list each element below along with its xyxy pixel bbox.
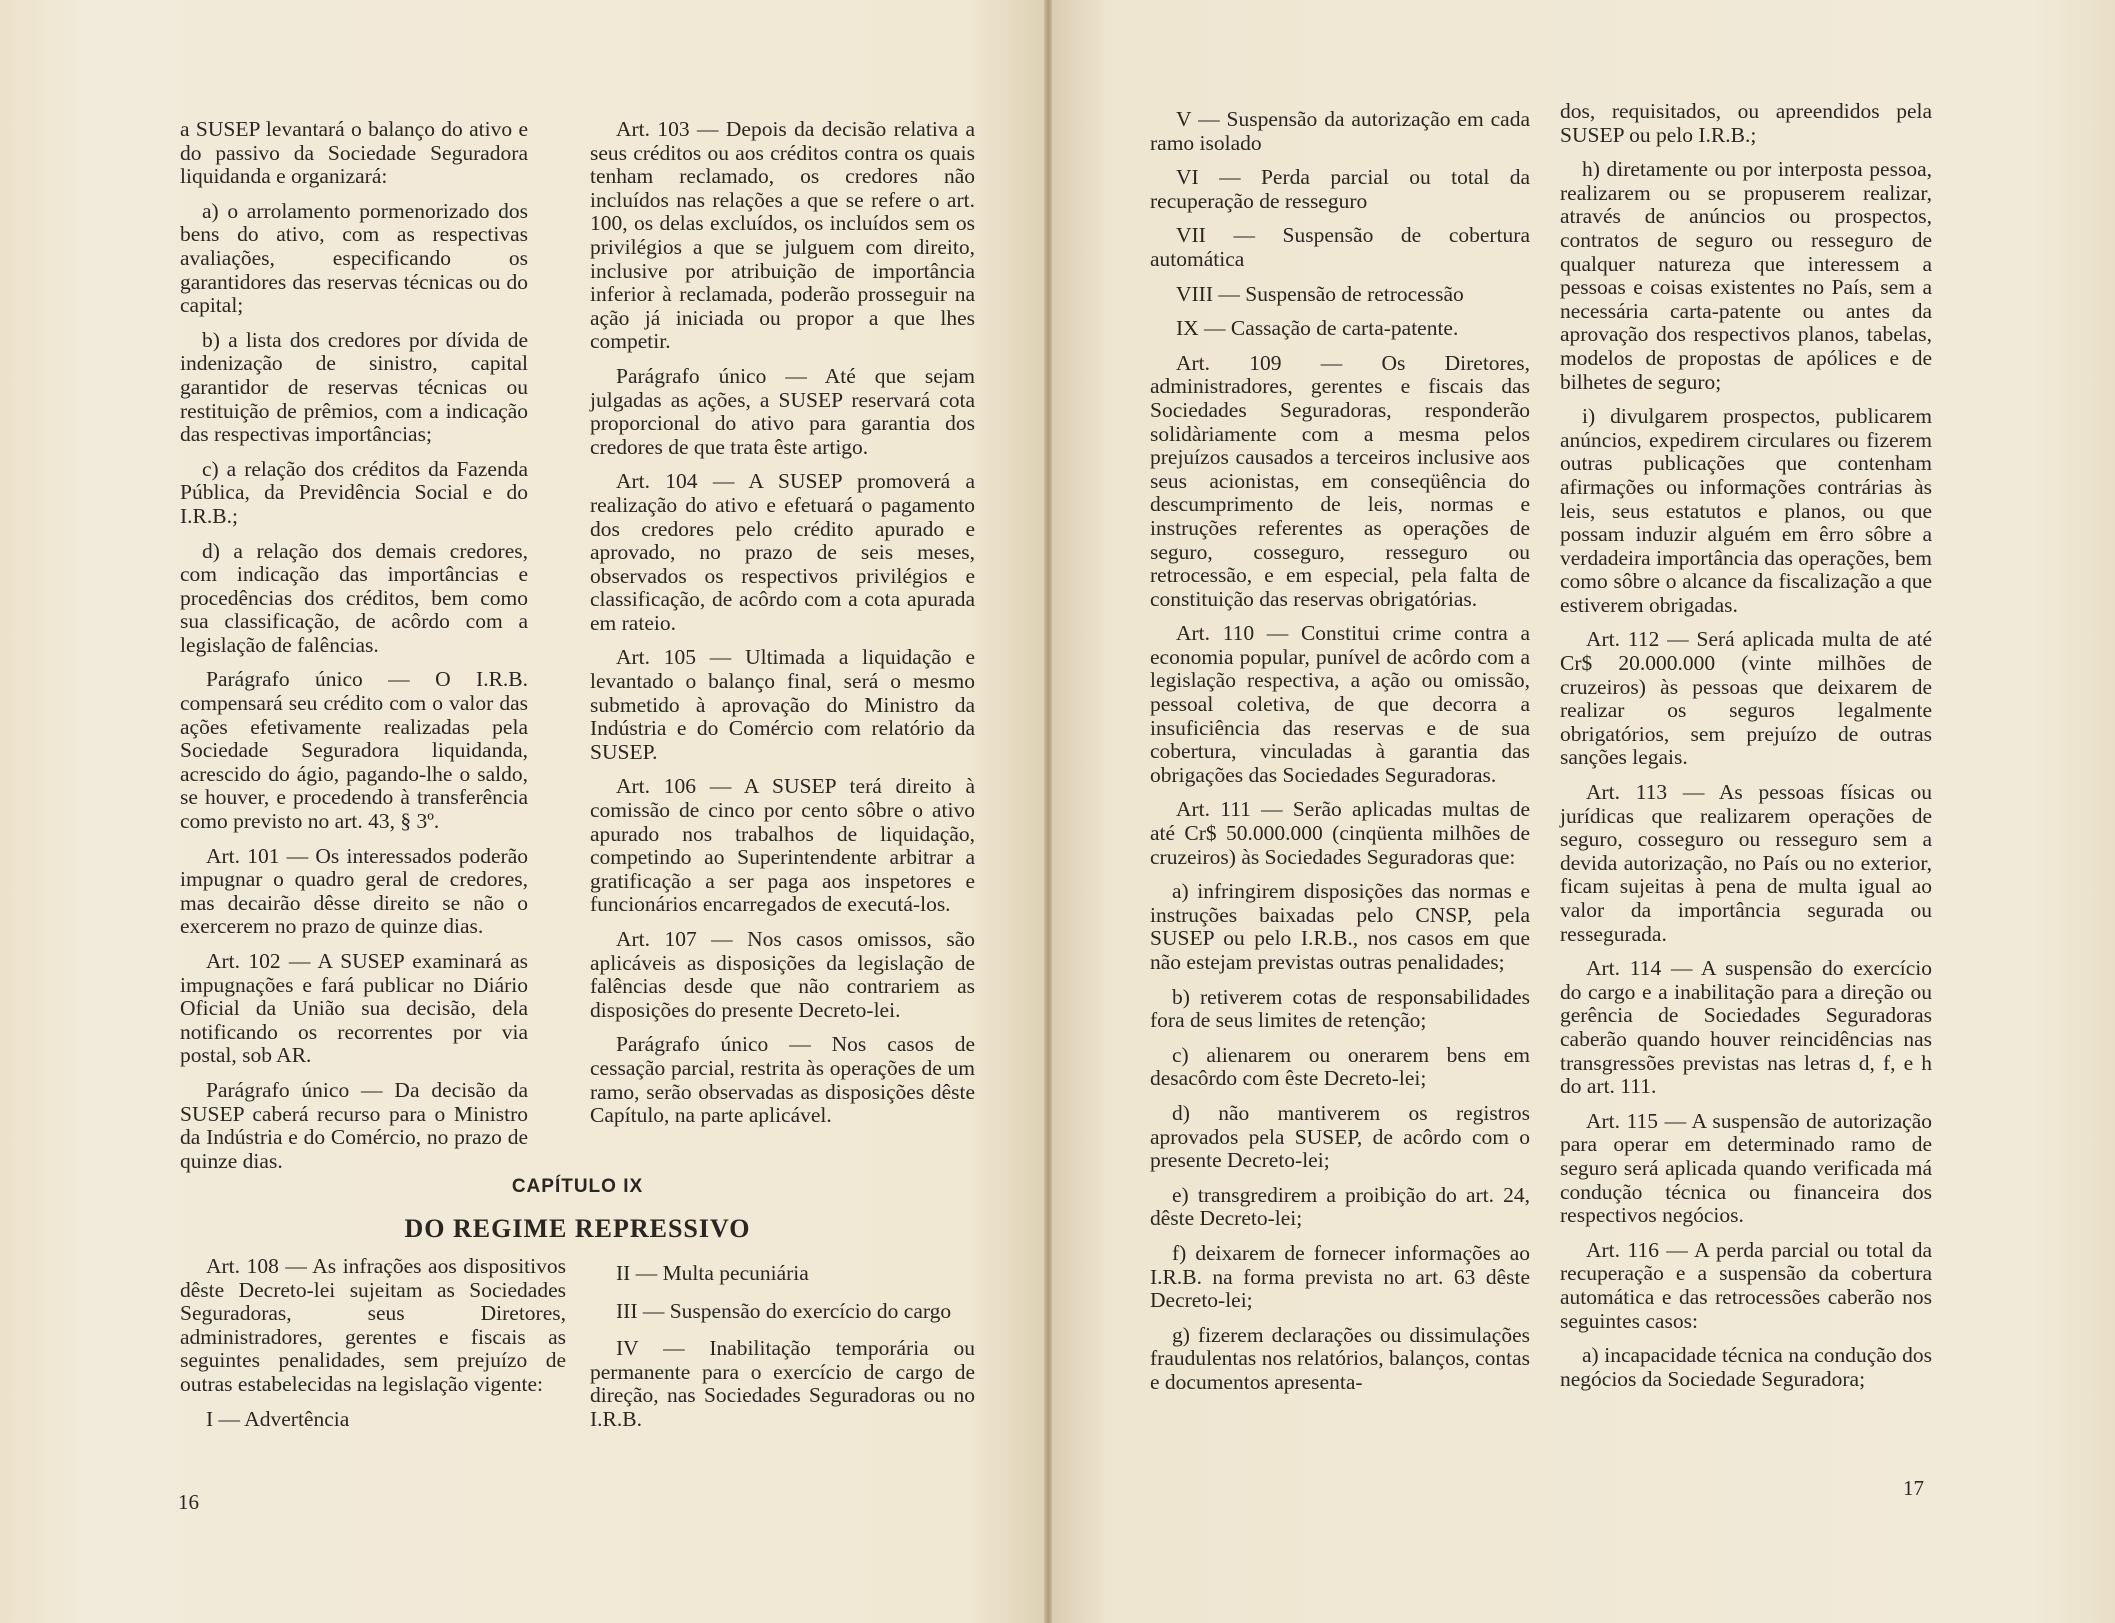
paragraph: Art. 103 — Depois da decisão relativa a seus créditos ou aos créditos contra os quais tenham reclamado, os credores não incluídos nas relações a que se refere o art. 100, os delas excluídos, os incluídos sem os privilégios a que se julguem com direito, inclusive por atribuição de importância inferior à reclamada, poderão prosseguir na ação já iniciada ou propor a que lhes competir. bbox=[590, 117, 975, 354]
paragraph: a) infringirem disposições das normas e instruções baixadas pelo CNSP, pela SUSEP ou pelo I.R.B., nos casos em que não estejam previstas outras penalidades; bbox=[1150, 879, 1530, 974]
paragraph: d) não mantiverem os registros aprovados pela SUSEP, de acôrdo com o presente Decreto-lei; bbox=[1150, 1100, 1530, 1173]
paragraph: Art. 115 — A suspensão de autorização para operar em determinado ramo de seguro será aplicada quando verificada má condução técnica ou financeira dos respectivos negócios. bbox=[1560, 1108, 1932, 1228]
paragraph: h) diretamente ou por interposta pessoa, realizarem ou se propuserem realizar, através de anúncios ou prospectos, contratos de seguro ou resseguro de qualquer natureza que interessem a pessoas e coisas existentes no País, sem a necessária carta-patente ou antes da aprovação dos respectivos planos, tabelas, modelos de propostas de apólices e de bilhetes de seguro; bbox=[1560, 157, 1932, 394]
paragraph: Parágrafo único — Até que sejam julgadas as ações, a SUSEP reservará cota proporcional do ativo para garantia dos credores de que trata êste artigo. bbox=[590, 363, 975, 459]
paragraph: dos, requisitados, ou apreendidos pela SUSEP ou pelo I.R.B.; bbox=[1560, 99, 1932, 147]
paragraph: II — Multa pecuniária bbox=[616, 1261, 809, 1285]
left-page-column-3 bbox=[180, 1255, 566, 1442]
paragraph: Parágrafo único — Nos casos de cessação parcial, restrita às operações de um ramo, serão observadas as disposições dêste Capítulo, na parte aplicável. bbox=[590, 1032, 975, 1128]
right-page-column-1 bbox=[1150, 108, 1530, 1406]
paragraph: b) retiverem cotas de responsabilidades fora de seus limites de retenção; bbox=[1150, 984, 1530, 1033]
paragraph: Art. 110 — Constitui crime contra a economia popular, punível de acôrdo com a legislação respectiva, a ação ou omissão, pessoal coletiva, de que decorra a insuficiência das reservas e de sua cobertura, vinculadas à garantia das obrigações das Sociedades Seguradoras. bbox=[1150, 621, 1530, 787]
paragraph: e) transgredirem a proibição do art. 24, dêste Decreto-lei; bbox=[1150, 1182, 1530, 1231]
paragraph: a) incapacidade técnica na condução dos negócios da Sociedade Seguradora; bbox=[1560, 1343, 1932, 1391]
right-page-column-2 bbox=[1560, 100, 1932, 1402]
paragraph: i) divulgarem prospectos, publicarem anúncios, expedirem circulares ou fizerem outras publicações que contenham afirmações ou informações contrárias às leis, seus estatutos e planos, ou que possam induzir alguém em êrro sôbre a verdadeira importância das operações, bem como sôbre o alcance da fiscalização a que estiverem obrigadas. bbox=[1560, 404, 1932, 617]
paragraph: Art. 107 — Nos casos omissos, são aplicáveis as disposições da legislação de falências desde que não contrariem as disposições do presente Decreto-lei. bbox=[590, 927, 975, 1022]
paragraph: Art. 102 — A SUSEP examinará as impugnações e fará publicar no Diário Oficial da União sua decisão, dela notificando os recorrentes por via postal, sob AR. bbox=[180, 949, 528, 1068]
chapter-title: DO REGIME REPRESSIVO bbox=[404, 1214, 751, 1243]
chapter-number: CAPÍTULO IX bbox=[511, 1176, 644, 1197]
paragraph: a SUSEP levantará o balanço do ativo e do passivo da Sociedade Seguradora liquidanda e organizará: bbox=[180, 117, 528, 189]
paragraph: g) fizerem declarações ou dissimulações fraudulentas nos relatórios, balanços, contas e documentos apresenta- bbox=[1150, 1322, 1530, 1394]
paragraph: Art. 113 — As pessoas físicas ou jurídicas que realizarem operações de seguro, cosseguro ou resseguro sem a devida autorização, no País ou no exterior, ficam sujeitas à pena de multa igual ao valor da importância segurada ou ressegurada. bbox=[1560, 780, 1932, 946]
paragraph: IV — Inabilitação temporária ou permanente para o exercício de cargo de direção, nas Sociedades Seguradoras ou no I.R.B. bbox=[590, 1336, 975, 1431]
paragraph: Art. 109 — Os Diretores, administradores, gerentes e fiscais das Sociedades Seguradoras, responderão solidàriamente com a mesma pelos prejuízos causados a terceiros inclusive aos seus acionistas, em conseqüência do descumprimento de leis, normas e instruções referentes as operações de seguro, cosseguro, resseguro ou retrocessão, e em especial, pela falta de constituição das reservas obrigatórias. bbox=[1150, 350, 1530, 611]
paragraph: f) deixarem de fornecer informações ao I.R.B. na forma prevista no art. 63 dêste Decreto-lei; bbox=[1150, 1240, 1530, 1313]
paragraph: Art. 105 — Ultimada a liquidação e levantado o balanço final, será o mesmo submetido à aprovação do Ministro da Indústria e do Comércio com relatório da SUSEP. bbox=[590, 645, 975, 764]
paragraph: Art. 101 — Os interessados poderão impugnar o quadro geral de credores, mas decairão dêsse direito se não o exercerem no prazo de quinze dias. bbox=[180, 843, 528, 939]
paragraph: Art. 116 — A perda parcial ou total da recuperação e a suspensão da cobertura automática e das retrocessões caberão nos seguintes casos: bbox=[1560, 1237, 1932, 1333]
paragraph: d) a relação dos demais credores, com indicação das importâncias e procedências dos créditos, bem como sua classificação, de acôrdo com a legislação de falências. bbox=[180, 538, 528, 657]
paragraph: b) a lista dos credores por dívida de indenização de sinistro, capital garantidor de reservas técnicas ou restituição de prêmios, com a indicação das respectivas importâncias; bbox=[180, 327, 528, 447]
paragraph: I — Advertência bbox=[206, 1406, 350, 1431]
paragraph: V — Suspensão da autorização em cada ramo isolado bbox=[1150, 107, 1530, 155]
book-gutter bbox=[1044, 0, 1052, 1623]
paragraph: Art. 111 — Serão aplicadas multas de até Cr$ 50.000.000 (cinqüenta milhões de cruzeiros) às Sociedades Seguradoras que: bbox=[1150, 797, 1530, 869]
paragraph: VII — Suspensão de cobertura automática bbox=[1150, 223, 1530, 271]
paragraph: Art. 106 — A SUSEP terá direito à comissão de cinco por cento sôbre o ativo apurado nos trabalhos de liquidação, competindo ao Superintendente arbitrar a gratificação a ser paga aos inspetores e funcionários encarregados de executá-los. bbox=[590, 774, 975, 917]
paragraph: VI — Perda parcial ou total da recuperação de resseguro bbox=[1150, 165, 1530, 213]
page-number-right: 17 bbox=[1903, 1476, 1924, 1500]
paragraph: VIII — Suspensão de retrocessão bbox=[1176, 281, 1464, 306]
left-page-column-2 bbox=[590, 118, 975, 1139]
paragraph: c) alienarem ou onerarem bens em desacôrdo com êste Decreto-lei; bbox=[1150, 1042, 1530, 1091]
paragraph: Parágrafo único — O I.R.B. compensará seu crédito com o valor das ações efetivamente realizadas pela Sociedade Seguradora liquidanda, acrescido do ágio, pagando-lhe o saldo, se houver, e procedendo à transferência como previsto no art. 43, § 3º. bbox=[180, 667, 528, 834]
paragraph: IX — Cassação de carta-patente. bbox=[1176, 316, 1459, 341]
paragraph: Art. 104 — A SUSEP promoverá a realização do ativo e efetuará o pagamento dos credores pelo crédito apurado e aprovado, no prazo de seis meses, observados os respectivos privilégios e classificação, de acôrdo com a cota apurada em rateio. bbox=[590, 469, 975, 635]
paragraph: III — Suspensão do exercício do cargo bbox=[616, 1298, 952, 1323]
page-number-left: 16 bbox=[178, 1490, 199, 1514]
paragraph: c) a relação dos créditos da Fazenda Pública, da Previdência Social e do I.R.B.; bbox=[180, 456, 528, 528]
paragraph: Art. 108 — As infrações aos dispositivos dêste Decreto-lei sujeitam as Sociedades Seguradoras, seus Diretores, administradores, gerentes e fiscais as seguintes penalidades, sem prejuízo de outras estabelecidas na legislação vigente: bbox=[180, 1254, 566, 1396]
paragraph: Art. 114 — A suspensão do exercício do cargo e a inabilitação para a direção ou gerência de Sociedades Seguradoras caberão quando houver reincidências nas transgressões previstas nas letras d, f, e h do art. 111. bbox=[1560, 956, 1932, 1099]
left-page-column-4 bbox=[590, 1262, 975, 1446]
paragraph: Art. 112 — Será aplicada multa de até Cr$ 20.000.000 (vinte milhões de cruzeiros) às pessoas que deixarem de realizar os seguros legalmente obrigatórios, sem prejuízo de outras sanções legais. bbox=[1560, 627, 1932, 770]
left-page-column-1 bbox=[180, 118, 528, 1184]
paragraph: a) o arrolamento pormenorizado dos bens do ativo, com as respectivas avaliações, especificando os garantidores das reservas técnicas ou do capital; bbox=[180, 198, 528, 318]
paragraph: Parágrafo único — Da decisão da SUSEP caberá recurso para o Ministro da Indústria e do Comércio, no prazo de quinze dias. bbox=[180, 1077, 528, 1173]
